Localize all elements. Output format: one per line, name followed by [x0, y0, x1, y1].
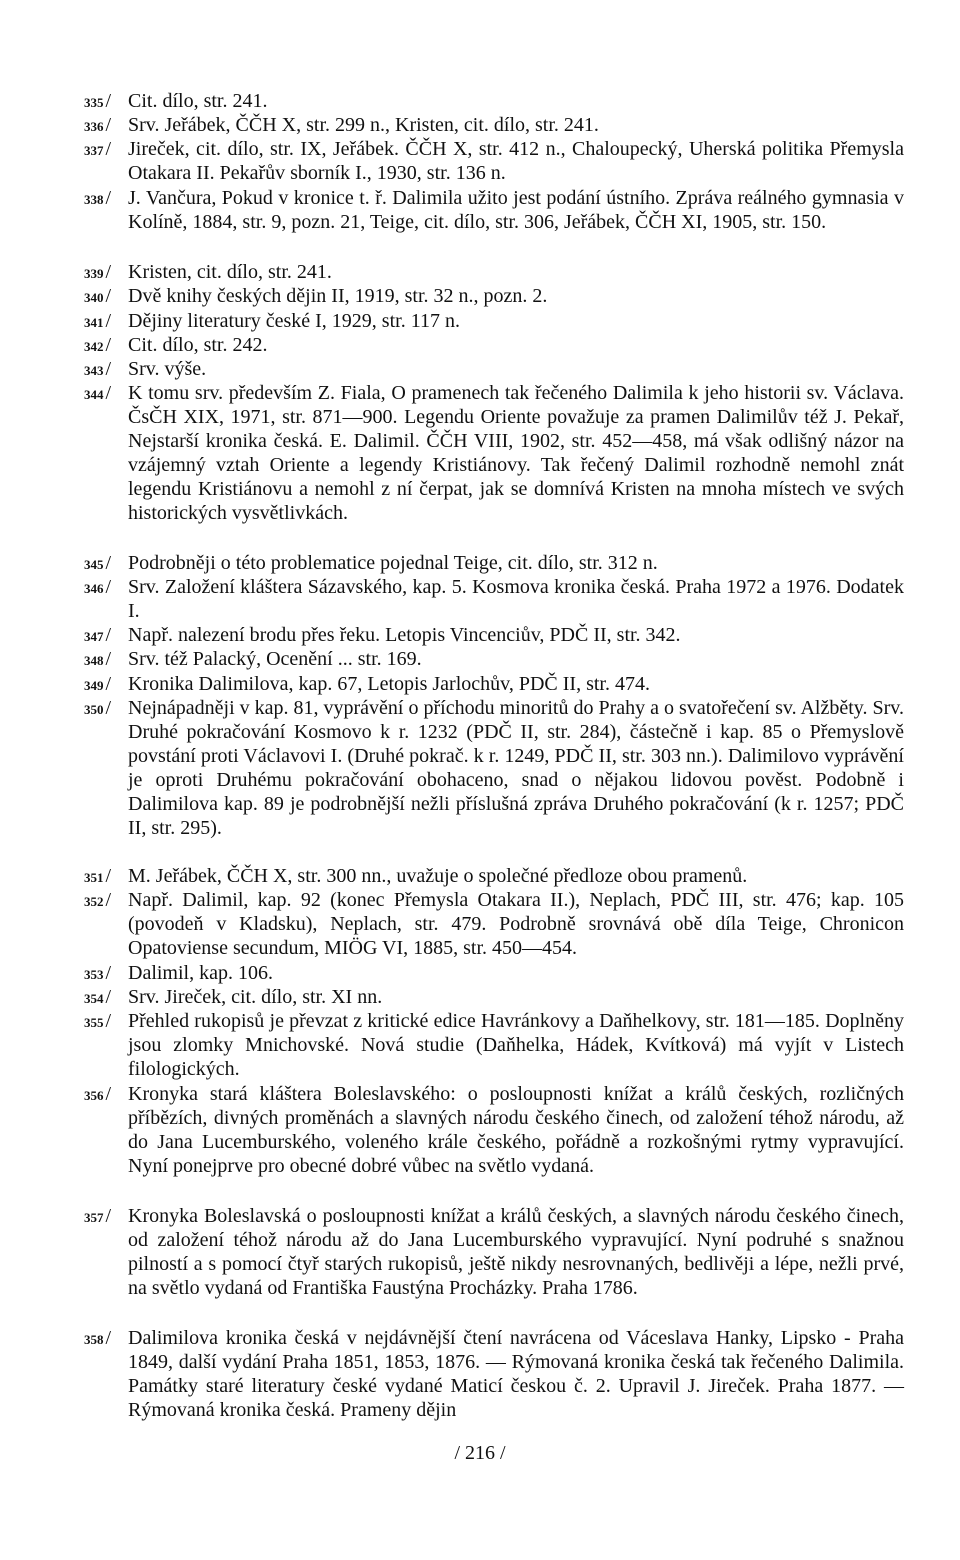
- footnote-number: 357 /: [84, 1204, 122, 1230]
- footnote-number: 352 /: [84, 888, 122, 914]
- footnote-text: Cit. dílo, str. 242.: [128, 334, 268, 356]
- footnote-number: 342 /: [84, 333, 122, 359]
- footnote-number: 338 /: [84, 186, 122, 212]
- footnote-number: 336 /: [84, 113, 122, 139]
- footnote-text: Jireček, cit. dílo, str. IX, Jeřábek. ČČH X, str. 412 n., Chaloupecký, Uherská politika Přemysla Otakara II. Pekařův sborník I., 1930, str. 136 n.: [128, 138, 904, 184]
- footnote-350: [84, 696, 904, 840]
- footnote-335: [84, 89, 904, 113]
- footnote-text: Cit. dílo, str. 241.: [128, 90, 268, 112]
- page-number: / 216 /: [454, 1442, 506, 1464]
- footnote-text: Dalimil, kap. 106.: [128, 962, 273, 984]
- footnote-352: [84, 888, 904, 960]
- footnote-344: [84, 381, 904, 525]
- footnote-text: Např. Dalimil, kap. 92 (konec Přemysla Otakara II.), Neplach, PDČ III, str. 476; kap. 105 (povodeň v Kladsku), Neplach, str. 479. Podrobně srovnává obě díla Teige, Chronicon Opatoviense secundum, MIÖG VI, 1885, str. 450—454.: [128, 889, 904, 959]
- footnote-number: 343 /: [84, 357, 122, 383]
- footnote-number: 355 /: [84, 1009, 122, 1035]
- footnote-number: 345 /: [84, 551, 122, 577]
- footnote-356: [84, 1082, 904, 1178]
- footnote-text: Přehled rukopisů je převzat z kritické edice Havránkovy a Daňhelkovy, str. 181—185. Doplněny jsou zlomky Mnichovské. Nová studie (Daňhelka, Hádek, Kvítková) má vyjít v Listech filologických.: [128, 1010, 904, 1080]
- footnote-354: [84, 985, 904, 1009]
- footnote-text: Dalimilova kronika česká v nejdávnější čtení navrácena od Váceslava Hanky, Lipsko - Praha 1849, další vydání Praha 1851, 1853, 1876. — Rýmovaná kronika česká tak řečeného Dalimila. Památky staré literatury české vydané Maticí českou č. 2. Upravil J. Jireček. Praha 1877. — Rýmovaná kronika česká. Prameny dějin: [128, 1327, 904, 1421]
- footnote-number: 350 /: [84, 696, 122, 722]
- footnote-text: Kronyka Boleslavská o posloupnosti knížat a králů českých, a slavných národu českého činech, od založení téhož národu až do Jana Lucemburského vypravující. Nyní podruhé s snažnou pilností a s pomocí čtyř starých rukopisů, ještě nikdy nesrovnaných, bedlivěji a lépe, nežli prvé, na světlo vydaná od Františka Faustýna Procházky. Praha 1786.: [128, 1205, 904, 1299]
- footnote-text: Srv. výše.: [128, 358, 207, 380]
- footnote-338: [84, 186, 904, 234]
- footnote-number: 347 /: [84, 623, 122, 649]
- footnote-text: Kronika Dalimilova, kap. 67, Letopis Jarlochův, PDČ II, str. 474.: [128, 673, 650, 695]
- footnote-346: [84, 575, 904, 623]
- footnote-text: J. Vančura, Pokud v kronice t. ř. Dalimila užito jest podání ústního. Zpráva reálného gymnasia v Kolíně, 1884, str. 9, pozn. 21, Teige, cit. dílo, str. 306, Jeřábek, ČČH XI, 1905, str. 150.: [128, 187, 904, 233]
- footnote-357: [84, 1204, 904, 1300]
- footnote-number: 353 /: [84, 961, 122, 987]
- footnote-text: Srv. Založení kláštera Sázavského, kap. 5. Kosmova kronika česká. Praha 1972 a 1976. Dodatek I.: [128, 576, 904, 622]
- footnote-text: Kristen, cit. dílo, str. 241.: [128, 261, 332, 283]
- footnote-text: K tomu srv. především Z. Fiala, O pramenech tak řečeného Dalimila k jeho historii sv. Václava. ČsČH XIX, 1971, str. 871—900. Legendu Oriente považuje za pramen Dalimilův též J. Pekař, Nejstarší kronika česká. E. Dalimil. ČČH VIII, 1902, str. 452—458, má však odlišný názor na vzájemný vztah Oriente a legendy Kristiánovy. Tak řečený Dalimil rozhodně nemohl znát legendu Kristiánovu a nemohl z ní čerpat, jak se domnívá Kristen na mnoha místech ve svých historických vysvětlivkách.: [128, 382, 904, 524]
- footnote-341: [84, 309, 904, 333]
- footnote-number: 344 /: [84, 381, 122, 407]
- footnote-text: Dějiny literatury české I, 1929, str. 117 n.: [128, 310, 460, 332]
- footnote-text: Srv. Jeřábek, ČČH X, str. 299 n., Kristen, cit. dílo, str. 241.: [128, 114, 599, 136]
- footnote-text: Podrobněji o této problematice pojednal Teige, cit. dílo, str. 312 n.: [128, 552, 658, 574]
- footnote-number: 339 /: [84, 260, 122, 286]
- footnote-351: [84, 864, 904, 888]
- footnote-text: Srv. Jireček, cit. dílo, str. XI nn.: [128, 986, 383, 1008]
- footnote-text: Dvě knihy českých dějin II, 1919, str. 32 n., pozn. 2.: [128, 285, 548, 307]
- footnote-text: M. Jeřábek, ČČH X, str. 300 nn., uvažuje o společné předloze obou pramenů.: [128, 865, 748, 887]
- footnote-343: [84, 357, 904, 381]
- footnote-number: 348 /: [84, 647, 122, 673]
- footnote-number: 354 /: [84, 985, 122, 1011]
- footnote-text: Nejnápadněji v kap. 81, vyprávění o příchodu minoritů do Prahy a o svatořečení sv. Alžběty. Srv. Druhé pokračování Kosmovo k r. 1232 (PDČ II, str. 284), částečně i kap. 85 o Přemyslově povstání proti Václavovi I. (Druhé pokrač. k r. 1249, PDČ II, str. 303 nn.). Dalimilovo vyprávění je oproti Druhému pokračování obohaceno, snad o nějakou lidovou pověst. Podobně i Dalimilova kap. 89 je podrobnější nežli příslušná zpráva Druhého pokračování (k r. 1257; PDČ II, str. 295).: [128, 697, 904, 839]
- footnote-text: Např. nalezení brodu přes řeku. Letopis Vincenciův, PDČ II, str. 342.: [128, 624, 681, 646]
- footnote-358: [84, 1326, 904, 1422]
- footnote-345: [84, 551, 904, 575]
- footnote-number: 356 /: [84, 1082, 122, 1108]
- footnote-337: [84, 137, 904, 185]
- footnote-353: [84, 961, 904, 985]
- footnote-340: [84, 284, 904, 308]
- footnote-number: 340 /: [84, 284, 122, 310]
- footnote-349: [84, 672, 904, 696]
- footnote-number: 349 /: [84, 672, 122, 698]
- footnote-347: [84, 623, 904, 647]
- footnote-number: 346 /: [84, 575, 122, 601]
- footnote-348: [84, 647, 904, 671]
- footnote-342: [84, 333, 904, 357]
- footnote-text: Kronyka stará kláštera Boleslavského: o posloupnosti knížat a králů českých, rozličných příbězích, divných proměnách a slavných národu českého činech, od založení téhož národu, až do Jana Lucemburského, voleného krále českého, pořádně a rozkošnými rytmy vypravující. Nyní ponejprve pro obecné dobré vůbec na světlo vydaná.: [128, 1083, 904, 1177]
- footnote-number: 341 /: [84, 309, 122, 335]
- footnote-339: [84, 260, 904, 284]
- footnote-355: [84, 1009, 904, 1081]
- footnote-number: 358 /: [84, 1326, 122, 1352]
- footnote-336: [84, 113, 904, 137]
- footnote-number: 337 /: [84, 137, 122, 163]
- footnote-text: Srv. též Palacký, Ocenění ... str. 169.: [128, 648, 422, 670]
- footnote-number: 351 /: [84, 864, 122, 890]
- footnote-number: 335 /: [84, 89, 122, 115]
